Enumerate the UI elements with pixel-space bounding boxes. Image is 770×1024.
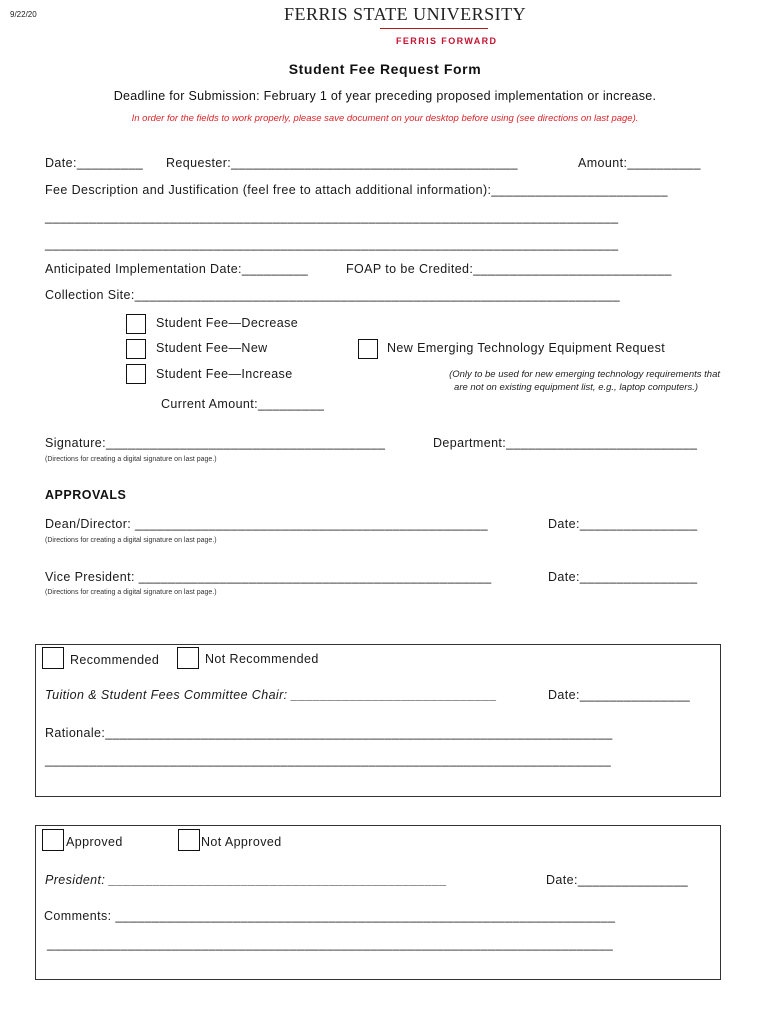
new-fee-checkbox[interactable] xyxy=(126,339,146,359)
university-logo: FERRIS STATE UNIVERSITY xyxy=(284,4,527,24)
dean-signature-field[interactable]: Dean/Director: ________________________________________________ xyxy=(45,517,488,531)
recommended-label: Recommended xyxy=(70,653,160,667)
increase-label: Student Fee—Increase xyxy=(156,367,293,381)
technology-label: New Emerging Technology Equipment Request xyxy=(387,341,666,355)
dean-directions: (Directions for creating a digital signature on last page.) xyxy=(45,537,217,544)
implementation-date-field[interactable]: Anticipated Implementation Date:_________ xyxy=(45,262,309,276)
form-title: Student Fee Request Form xyxy=(288,61,482,77)
date-stamp: 9/22/20 xyxy=(10,10,37,19)
comments-field[interactable]: Comments: ____________________________________________________________________ xyxy=(44,909,616,923)
signature-field[interactable]: Signature:______________________________________ xyxy=(45,436,386,450)
president-section xyxy=(35,825,721,980)
approved-checkbox[interactable] xyxy=(42,829,64,851)
president-signature-field[interactable]: President: ______________________________________________ xyxy=(45,873,448,887)
not-approved-label: Not Approved xyxy=(201,835,282,849)
requester-field[interactable]: Requester:_______________________________________ xyxy=(166,156,518,170)
decrease-label: Student Fee—Decrease xyxy=(156,316,299,330)
not-recommended-label: Not Recommended xyxy=(205,652,319,666)
rationale-continued[interactable]: _____________________________________________________________________________ xyxy=(45,753,612,767)
save-notice: In order for the fields to work properly, please save document on your desktop before using (see directions on last page). xyxy=(131,113,639,124)
vp-signature-field[interactable]: Vice President: ________________________________________________ xyxy=(45,570,492,584)
date-field[interactable]: Date:_________ xyxy=(45,156,144,170)
not-recommended-checkbox[interactable] xyxy=(177,647,199,669)
amount-field[interactable]: Amount:__________ xyxy=(578,156,701,170)
approvals-heading: APPROVALS xyxy=(45,488,127,502)
rationale-field[interactable]: Rationale:_____________________________________________________________________ xyxy=(45,726,613,740)
approved-label: Approved xyxy=(66,835,123,849)
technology-checkbox[interactable] xyxy=(358,339,378,359)
collection-site-field[interactable]: Collection Site:__________________________________________________________________ xyxy=(45,288,620,302)
committee-chair-field[interactable]: Tuition & Student Fees Committee Chair: ____________________________ xyxy=(45,688,498,702)
dean-date-field[interactable]: Date:________________ xyxy=(548,517,698,531)
recommended-checkbox[interactable] xyxy=(42,647,64,669)
logo-divider xyxy=(380,28,488,29)
fee-description-continued-1[interactable]: ______________________________________________________________________________ xyxy=(45,210,619,224)
fee-description-field[interactable]: Fee Description and Justification (feel free to attach additional information):________________________ xyxy=(45,183,668,197)
committee-date-field[interactable]: Date:_______________ xyxy=(548,688,691,702)
foap-field[interactable]: FOAP to be Credited:___________________________ xyxy=(346,262,672,276)
comments-continued[interactable]: _____________________________________________________________________________ xyxy=(47,937,614,951)
vp-directions: (Directions for creating a digital signature on last page.) xyxy=(45,589,217,596)
decrease-checkbox[interactable] xyxy=(126,314,146,334)
not-approved-checkbox[interactable] xyxy=(178,829,200,851)
fee-description-continued-2[interactable]: ______________________________________________________________________________ xyxy=(45,237,619,251)
current-amount-field[interactable]: Current Amount:_________ xyxy=(161,397,325,411)
technology-note-line-2: are not on existing equipment list, e.g., laptop computers.) xyxy=(454,382,698,393)
technology-note-line-1: (Only to be used for new emerging technology requirements that xyxy=(449,369,720,380)
department-field[interactable]: Department:__________________________ xyxy=(433,436,698,450)
new-fee-label: Student Fee—New xyxy=(156,341,268,355)
increase-checkbox[interactable] xyxy=(126,364,146,384)
logo-tagline: FERRIS FORWARD xyxy=(396,36,498,46)
signature-directions: (Directions for creating a digital signature on last page.) xyxy=(45,456,217,463)
vp-date-field[interactable]: Date:________________ xyxy=(548,570,698,584)
president-date-field[interactable]: Date:_______________ xyxy=(546,873,689,887)
deadline-text: Deadline for Submission: February 1 of year preceding proposed implementation or increase. xyxy=(113,89,657,103)
